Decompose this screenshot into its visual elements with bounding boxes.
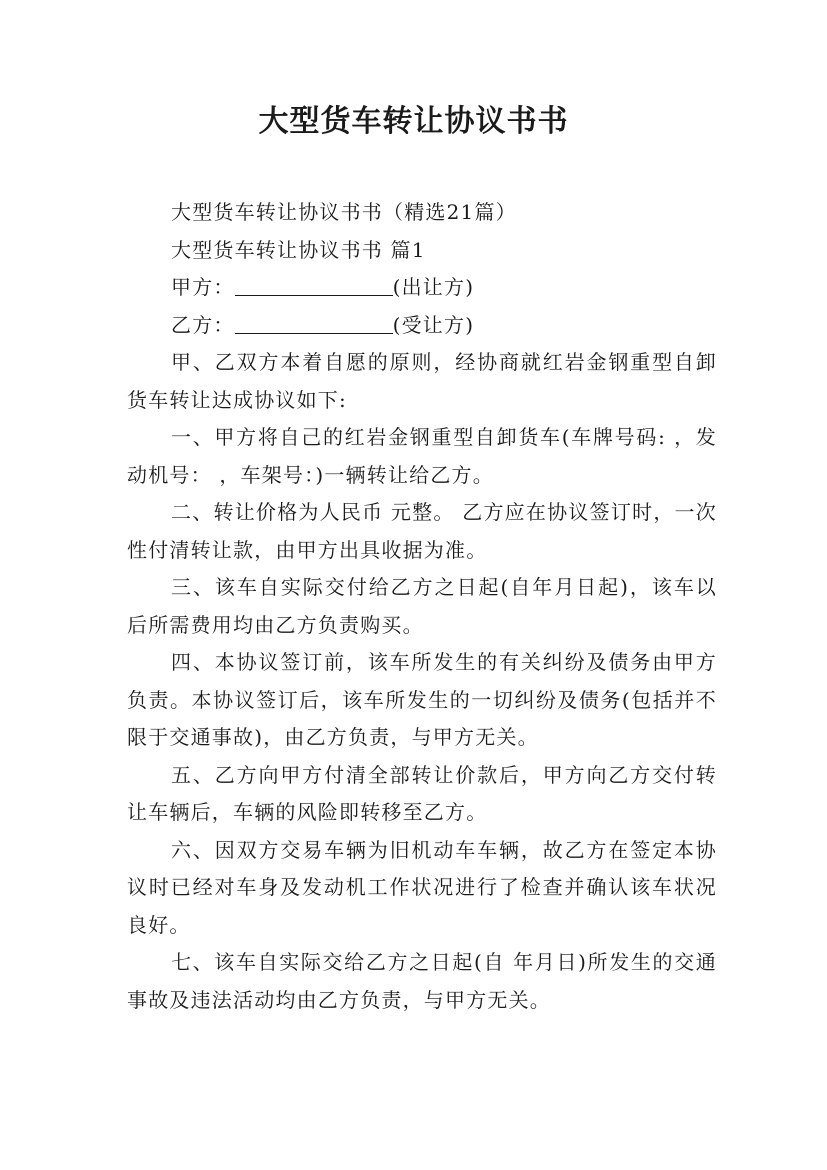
party-a-blank — [235, 273, 393, 296]
paragraph-clause-6: 六、因双方交易车辆为旧机动车车辆，故乙方在签定本协议时已经对车身及发动机工作状况进行了检查并确认该车状况良好。 — [127, 837, 717, 937]
paragraph-clause-1: 一、甲方将自己的红岩金钢重型自卸货车(车牌号码: ，发动机号： ，车架号：)一辆转让给乙方。 — [127, 425, 717, 487]
party-a-role: (出让方) — [392, 275, 475, 299]
paragraph-clause-4: 四、本协议签订前，该车所发生的有关纠纷及债务由甲方负责。本协议签订后，该车所发生的一切纠纷及债务(包括并不限于交通事故)，由乙方负责，与甲方无关。 — [127, 650, 717, 749]
section-heading: 大型货车转让协议书书 篇1 — [171, 237, 426, 262]
paragraph-clause-2: 二、转让价格为人民币 元整。 乙方应在协议签订时，一次性付清转让款，由甲方出具收据为准。 — [127, 500, 717, 562]
document-title: 大型货车转让协议书书 — [258, 104, 569, 139]
paragraph-clause-3: 三、该车自实际交付给乙方之日起(自年月日起)，该车以后所需费用均由乙方负责购买。 — [127, 575, 717, 637]
party-a-label: 甲方： — [171, 275, 235, 299]
paragraph-intro: 甲、乙双方本着自愿的原则，经协商就红岩金钢重型自卸货车转让达成协议如下: — [127, 350, 717, 412]
party-b-line — [127, 307, 717, 345]
party-b-blank — [235, 311, 393, 334]
paragraph-clause-7: 七、该车自实际交给乙方之日起(自 年月日)所发生的交通事故及违法活动均由乙方负责，与甲方无关。 — [127, 950, 717, 1012]
document-subtitle: 大型货车转让协议书书（精选21篇） — [171, 200, 517, 224]
document-body — [127, 194, 717, 1019]
party-b-role: (受让方) — [392, 312, 475, 337]
paragraph-clause-5: 五、乙方向甲方付清全部转让价款后，甲方向乙方交付转让车辆后，车辆的风险即转移至乙方。 — [127, 762, 717, 824]
party-b-label: 乙方： — [171, 312, 235, 337]
party-a-line — [127, 269, 717, 307]
